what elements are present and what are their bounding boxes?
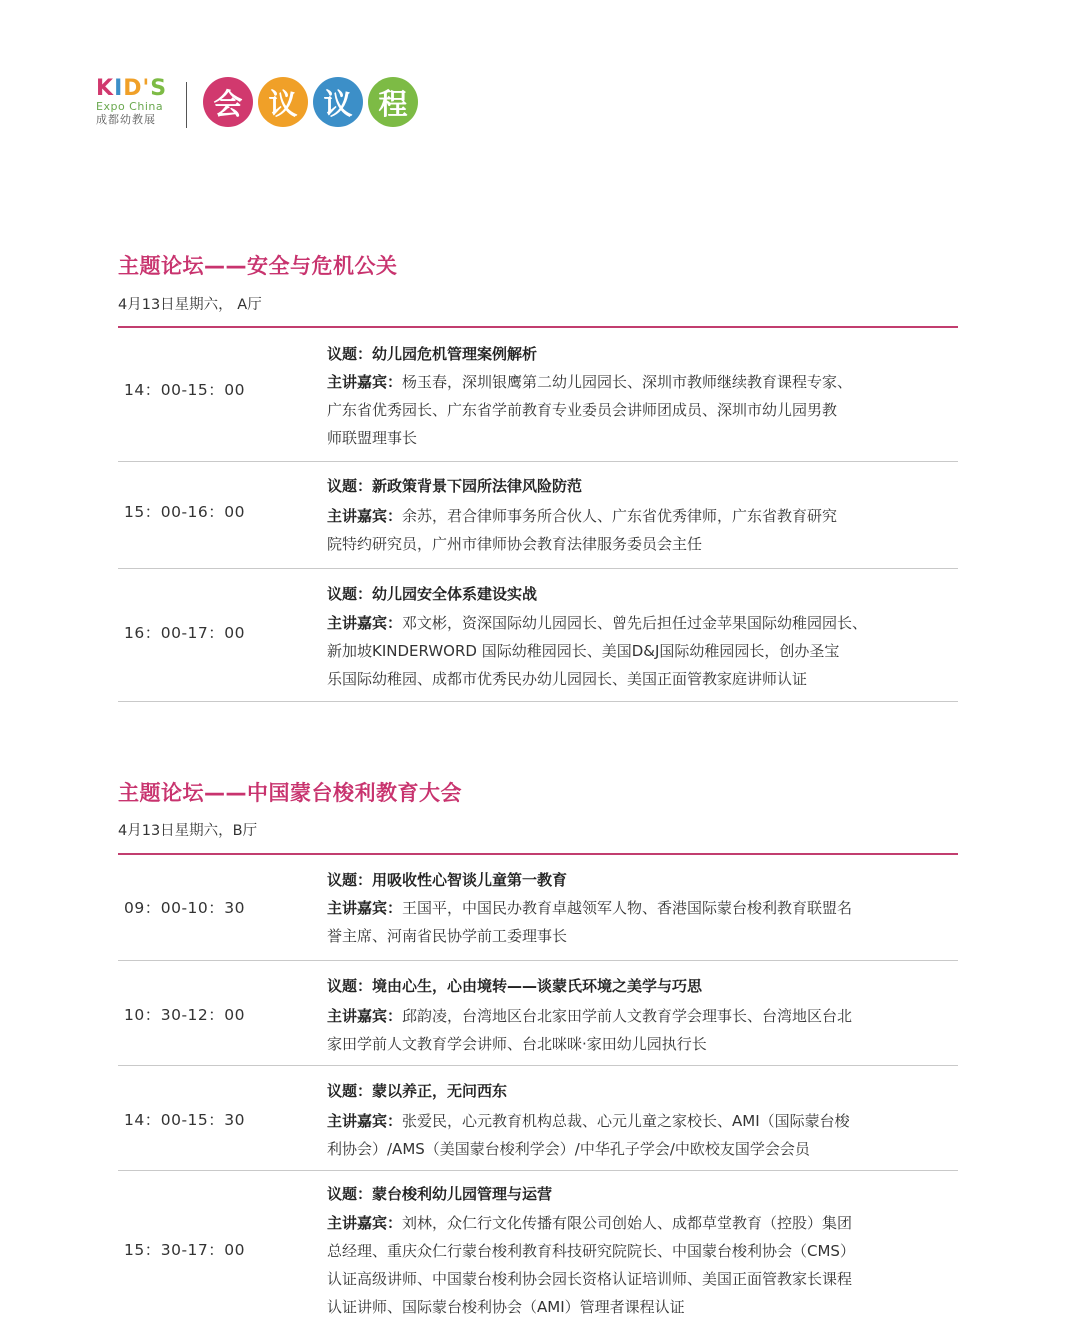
session-time: 16：00-17：00 [124, 624, 245, 642]
speaker-line: 新加坡KINDERWORD 国际幼稚园园长、美国D&J国际幼稚园园长，创办圣宝 [327, 642, 840, 660]
session-speaker [327, 1209, 917, 1321]
row-divider [118, 568, 958, 569]
speaker-label: 主讲嘉宾： [327, 507, 403, 525]
session-topic: 议题：幼儿园危机管理案例解析 [327, 345, 538, 363]
title-char-2: 议 [258, 77, 308, 127]
session-topic: 议题：新政策背景下园所法律风险防范 [327, 477, 583, 495]
row-divider [118, 1170, 958, 1171]
speaker-line: 余苏，君合律师事务所合伙人、广东省优秀律师，广东省教育研究 [402, 507, 838, 525]
section-divider [118, 326, 958, 328]
speaker-line: 邓文彬，资深国际幼儿园园长、曾先后担任过金苹果国际幼稚园园长、 [402, 614, 868, 632]
section-date: 4月13日星期六， A厅 [118, 297, 262, 313]
speaker-line: 认证讲师、国际蒙台梭利协会（AMI）管理者课程认证 [327, 1298, 685, 1316]
session-topic: 议题：蒙以养正，无问西东 [327, 1082, 508, 1100]
speaker-label: 主讲嘉宾： [327, 373, 403, 391]
logo-expo-text: Expo China [96, 100, 164, 113]
session-speaker [327, 368, 917, 452]
speaker-line: 师联盟理事长 [327, 429, 418, 447]
section-title: 主题论坛——中国蒙台梭利教育大会 [118, 781, 462, 805]
title-char-1: 会 [203, 77, 253, 127]
speaker-label: 主讲嘉宾： [327, 899, 403, 917]
speaker-line: 广东省优秀园长、广东省学前教育专业委员会讲师团成员、深圳市幼儿园男教 [327, 401, 838, 419]
speaker-label: 主讲嘉宾： [327, 1214, 403, 1232]
session-time: 10：30-12：00 [124, 1006, 245, 1024]
row-divider [118, 701, 958, 702]
session-speaker [327, 502, 917, 558]
session-time: 15：00-16：00 [124, 503, 245, 521]
speaker-line: 院特约研究员，广州市律师协会教育法律服务委员会主任 [327, 535, 703, 553]
session-time: 15：30-17：00 [124, 1241, 245, 1259]
row-divider [118, 960, 958, 961]
speaker-label: 主讲嘉宾： [327, 1007, 403, 1025]
logo-brand: KID'S [96, 76, 168, 101]
speaker-line: 张爱民，心元教育机构总裁、心元儿童之家校长、AMI（国际蒙台梭 [402, 1112, 850, 1130]
session-speaker [327, 609, 917, 693]
kids-expo-logo [96, 78, 172, 130]
speaker-line: 总经理、重庆众仁行蒙台梭利教育科技研究院院长、中国蒙台梭利协会（CMS） [327, 1242, 855, 1260]
session-time: 14：00-15：00 [124, 381, 245, 399]
session-topic: 议题：境由心生，心由境转——谈蒙氏环境之美学与巧思 [327, 977, 703, 995]
logo-divider [186, 82, 187, 128]
speaker-line: 认证高级讲师、中国蒙台梭利协会园长资格认证培训师、美国正面管教家长课程 [327, 1270, 853, 1288]
session-topic: 议题：幼儿园安全体系建设实战 [327, 585, 538, 603]
row-divider [118, 1065, 958, 1066]
session-speaker [327, 894, 917, 950]
speaker-line: 利协会）/AMS（美国蒙台梭利学会）/中华孔子学会/中欧校友国学会会员 [327, 1140, 810, 1158]
session-time: 14：00-15：30 [124, 1111, 245, 1129]
speaker-label: 主讲嘉宾： [327, 614, 403, 632]
session-speaker [327, 1002, 917, 1058]
speaker-line: 誉主席、河南省民协学前工委理事长 [327, 927, 568, 945]
speaker-line: 乐国际幼稚园、成都市优秀民办幼儿园园长、美国正面管教家庭讲师认证 [327, 670, 808, 688]
page-title [203, 77, 418, 127]
logo-cn-text: 成都幼教展 [96, 113, 156, 126]
speaker-label: 主讲嘉宾： [327, 1112, 403, 1130]
title-char-4: 程 [368, 77, 418, 127]
row-divider [118, 461, 958, 462]
speaker-line: 杨玉春，深圳银鹰第二幼儿园园长、深圳市教师继续教育课程专家、 [402, 373, 853, 391]
session-speaker [327, 1107, 917, 1163]
section-title: 主题论坛——安全与危机公关 [118, 254, 398, 278]
session-topic: 议题：用吸收性心智谈儿童第一教育 [327, 871, 568, 889]
speaker-line: 王国平，中国民办教育卓越领军人物、香港国际蒙台梭利教育联盟名 [402, 899, 853, 917]
speaker-line: 刘林，众仁行文化传播有限公司创始人、成都草堂教育（控股）集团 [402, 1214, 853, 1232]
speaker-line: 家田学前人文教育学会讲师、台北咪咪·家田幼儿园执行长 [327, 1035, 707, 1053]
session-time: 09：00-10：30 [124, 899, 245, 917]
session-topic: 议题：蒙台梭利幼儿园管理与运营 [327, 1185, 553, 1203]
section-divider [118, 853, 958, 855]
speaker-line: 邱韵凌，台湾地区台北家田学前人文教育学会理事长、台湾地区台北 [402, 1007, 853, 1025]
title-char-3: 议 [313, 77, 363, 127]
section-date: 4月13日星期六，B厅 [118, 823, 258, 839]
